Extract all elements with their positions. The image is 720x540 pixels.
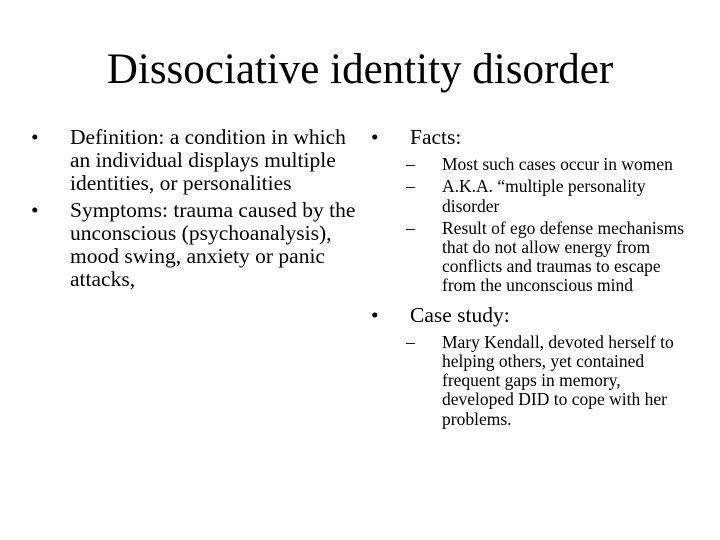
facts-bullet [366, 126, 696, 296]
right-bullet-list [366, 126, 696, 429]
left-bullet-list [26, 126, 356, 291]
facts-item: – Most such cases occur in women [406, 155, 696, 174]
facts-sub-list [406, 155, 696, 295]
case-study-heading: Case study: [410, 302, 510, 327]
symptoms-bullet: • Symptoms: trauma caused by the unconscious (psychoanalysis), mood swing, anxiety or panic attacks, [26, 199, 356, 292]
right-column [366, 126, 696, 429]
left-column [26, 126, 356, 291]
facts-heading: Facts: [410, 125, 462, 149]
case-study-bullet [366, 304, 696, 429]
definition-bullet: • Definition: a condition in which an individual displays multiple identities, or personalities [26, 126, 356, 196]
case-study-item: – Mary Kendall, devoted herself to helping others, yet contained frequent gaps in memory, developed DID to cope with her problems. [406, 333, 696, 429]
slide-title: Dissociative identity disorder [106, 46, 614, 93]
case-study-sub-list [406, 333, 696, 429]
facts-item: – Result of ego defense mechanisms that do not allow energy from conflicts and traumas to escape from the unconscious mind [406, 219, 696, 296]
facts-item: – A.K.A. “multiple personality disorder [406, 177, 696, 215]
